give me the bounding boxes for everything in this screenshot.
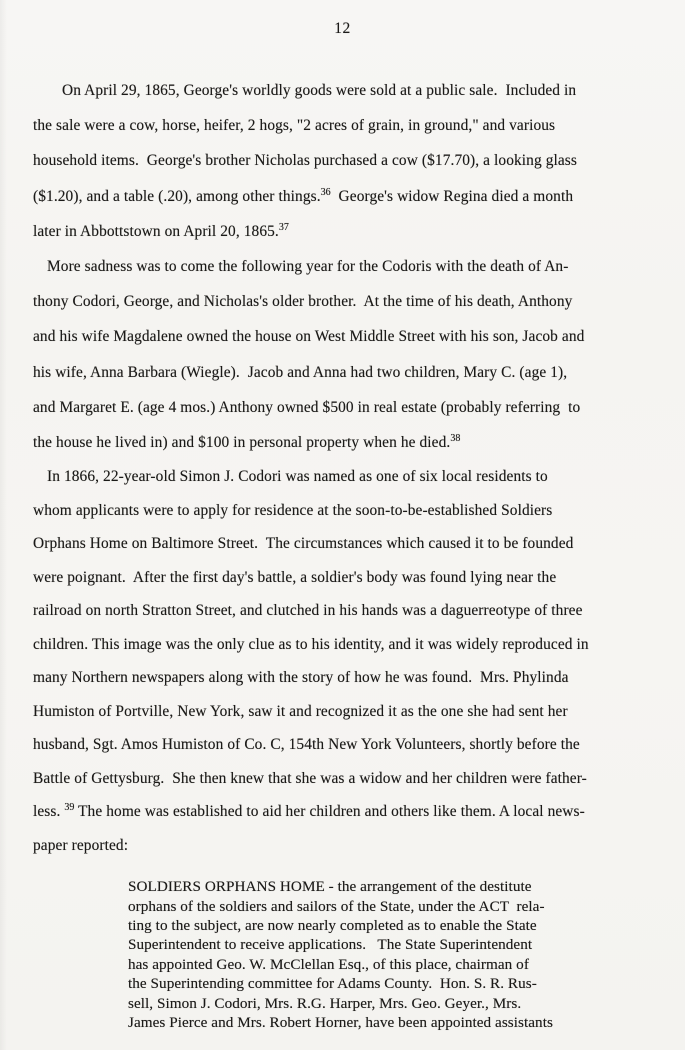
text-line: his wife, Anna Barbara (Wiegle). Jacob and Anna had two children, Mary C. (age 1), [33, 363, 568, 381]
quote-line: Superintendent to receive applications. The State Superintendent [128, 936, 533, 954]
text-line: More sadness was to come the following year for the Codoris with the death of An- [47, 258, 569, 276]
footnote-ref-39: 39 [64, 802, 75, 814]
footnote-ref-37: 37 [278, 221, 289, 233]
text-segment: less. [33, 803, 65, 821]
paragraph-anthony-death [33, 249, 673, 460]
text-line: In 1866, 22-year-old Simon J. Codori was named as one of six local residents to [47, 468, 548, 486]
quote-line: James Pierce and Mrs. Robert Horner, have been appointed assistants [128, 1014, 553, 1032]
paragraph-george-sale [33, 73, 673, 249]
text-line: railroad on north Stratton Street, and clutched in his hands was a daguerreotype of three [33, 602, 583, 620]
text-line: children. This image was the only clue as to his identity, and it was widely reproduced in [33, 635, 589, 653]
text-line: thony Codori, George, and Nicholas's older brother. At the time of his death, Anthony [33, 293, 573, 311]
body-text [33, 73, 673, 1032]
text-line: Orphans Home on Baltimore Street. The circumstances which caused it to be founded [33, 535, 574, 553]
text-line: and his wife Magdalene owned the house on West Middle Street with his son, Jacob and [33, 328, 585, 346]
footnote-ref-36: 36 [320, 186, 331, 198]
text-line: were poignant. After the first day's battle, a soldier's body was found lying near the [33, 568, 557, 586]
text-line: the sale were a cow, horse, heifer, 2 hogs, "2 acres of grain, in ground," and various [33, 117, 556, 135]
quote-line: has appointed Geo. W. McClellan Esq., of this place, chairman of [128, 955, 529, 973]
text-line [33, 425, 673, 460]
text-line [33, 795, 673, 829]
text-line: and Margaret E. (age 4 mos.) Anthony owned $500 in real estate (probably referring to [33, 398, 581, 416]
quote-line: sell, Simon J. Codori, Mrs. R.G. Harper, Mrs. Geo. Geyer., Mrs. [128, 994, 522, 1012]
block-quote-newspaper [128, 877, 628, 1032]
text-line: Battle of Gettysburg. She then knew that she was a widow and her children were father- [33, 769, 587, 787]
text-line: whom applicants were to apply for residence at the soon-to-be-established Soldiers [33, 501, 553, 519]
text-line: paper reported: [33, 836, 129, 854]
quote-line: the Superintending committee for Adams County. Hon. S. R. Rus- [128, 975, 537, 993]
text-segment: ($1.20), and a table (.20), among other things. [33, 187, 321, 205]
text-segment: The home was established to aid her children and others like them. A local news- [74, 803, 585, 821]
text-line: husband, Sgt. Amos Humiston of Co. C, 154th New York Volunteers, shortly before the [33, 736, 580, 754]
quote-line: SOLDIERS ORPHANS HOME - the arrangement of the destitute [128, 878, 532, 896]
text-line: On April 29, 1865, George's worldly goods were sold at a public sale. Included in [62, 82, 577, 99]
text-line [33, 214, 673, 249]
text-line: Humiston of Portville, New York, saw it and recognized it as the one she had sent her [33, 702, 568, 720]
page-number: 12 [334, 20, 351, 37]
text-segment: later in Abbottstown on April 20, 1865. [33, 222, 279, 240]
text-line: many Northern newspapers along with the story of how he was found. Mrs. Phylinda [33, 669, 569, 687]
text-line [33, 179, 673, 214]
quote-line: orphans of the soldiers and sailors of the State, under the ACT rela- [128, 897, 545, 915]
text-segment: George's widow Regina died a month [330, 187, 574, 205]
text-segment: the house he lived in) and $100 in personal property when he died. [33, 434, 451, 452]
footnote-ref-38: 38 [450, 432, 461, 444]
paragraph-orphans-home [33, 460, 673, 862]
quote-line: ting to the subject, are now nearly completed as to enable the State [128, 917, 537, 935]
text-line: household items. George's brother Nicholas purchased a cow ($17.70), a looking glass [33, 152, 577, 170]
